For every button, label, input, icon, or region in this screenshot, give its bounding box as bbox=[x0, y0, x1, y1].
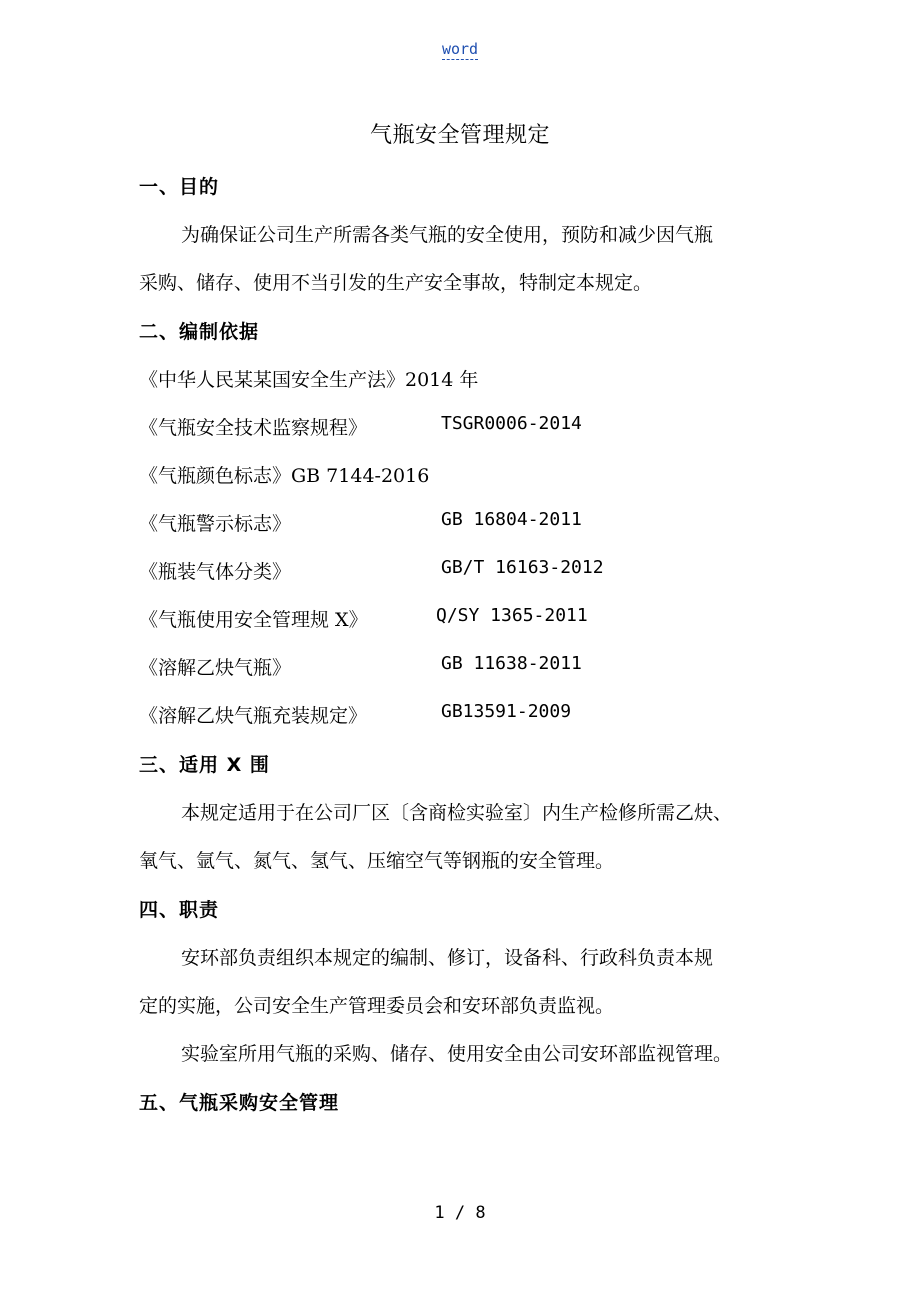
header-word-link[interactable] bbox=[0, 40, 920, 58]
paragraph-line: 为确保证公司生产所需各类气瓶的安全使用，预防和减少因气瓶 bbox=[181, 224, 714, 246]
reference-title: 《气瓶安全技术监察规程》 bbox=[139, 417, 368, 439]
reference-code: Q/SY 1365-2011 bbox=[436, 605, 588, 626]
reference-code: GB13591-2009 bbox=[441, 701, 572, 722]
reference-code: TSGR0006-2014 bbox=[441, 413, 582, 434]
section-heading-basis: 二、编制依据 bbox=[139, 321, 260, 343]
paragraph-line: 本规定适用于在公司厂区〔含商检实验室〕内生产检修所需乙炔、 bbox=[181, 802, 733, 824]
reference-code: GB 11638-2011 bbox=[441, 653, 582, 674]
reference-title: 《溶解乙炔气瓶充装规定》 bbox=[139, 705, 368, 727]
paragraph-line: 安环部负责组织本规定的编制、修订，设备科、行政科负责本规 bbox=[181, 947, 714, 969]
page-number: 1 / 8 bbox=[434, 1203, 486, 1223]
header-word-link-text[interactable]: word bbox=[441, 40, 479, 58]
paragraph-line: 氧气、氩气、氮气、氢气、压缩空气等钢瓶的安全管理。 bbox=[139, 850, 615, 872]
paragraph-line: 定的实施，公司安全生产管理委员会和安环部负责监视。 bbox=[139, 995, 615, 1017]
reference-title: 《溶解乙炔气瓶》 bbox=[139, 657, 292, 679]
reference-title: 《瓶装气体分类》 bbox=[139, 561, 292, 583]
reference-code: GB 16804-2011 bbox=[441, 509, 582, 530]
reference-title: 《中华人民某某国安全生产法》2014 年 bbox=[139, 369, 479, 391]
section-heading-purpose: 一、目的 bbox=[139, 176, 220, 198]
reference-title: 《气瓶警示标志》 bbox=[139, 513, 292, 535]
reference-title: 《气瓶使用安全管理规 X》 bbox=[139, 609, 368, 631]
section-heading-procurement: 五、气瓶采购安全管理 bbox=[139, 1092, 340, 1114]
reference-code: GB/T 16163-2012 bbox=[441, 557, 604, 578]
section-heading-duties: 四、职责 bbox=[139, 899, 220, 921]
paragraph-line: 采购、储存、使用不当引发的生产安全事故，特制定本规定。 bbox=[139, 272, 653, 294]
reference-title: 《气瓶颜色标志》GB 7144-2016 bbox=[139, 465, 430, 487]
document-title: 气瓶安全管理规定 bbox=[369, 123, 550, 148]
paragraph-line: 实验室所用气瓶的采购、储存、使用安全由公司安环部监视管理。 bbox=[181, 1043, 733, 1065]
section-heading-scope: 三、适用 X 围 bbox=[139, 754, 270, 776]
